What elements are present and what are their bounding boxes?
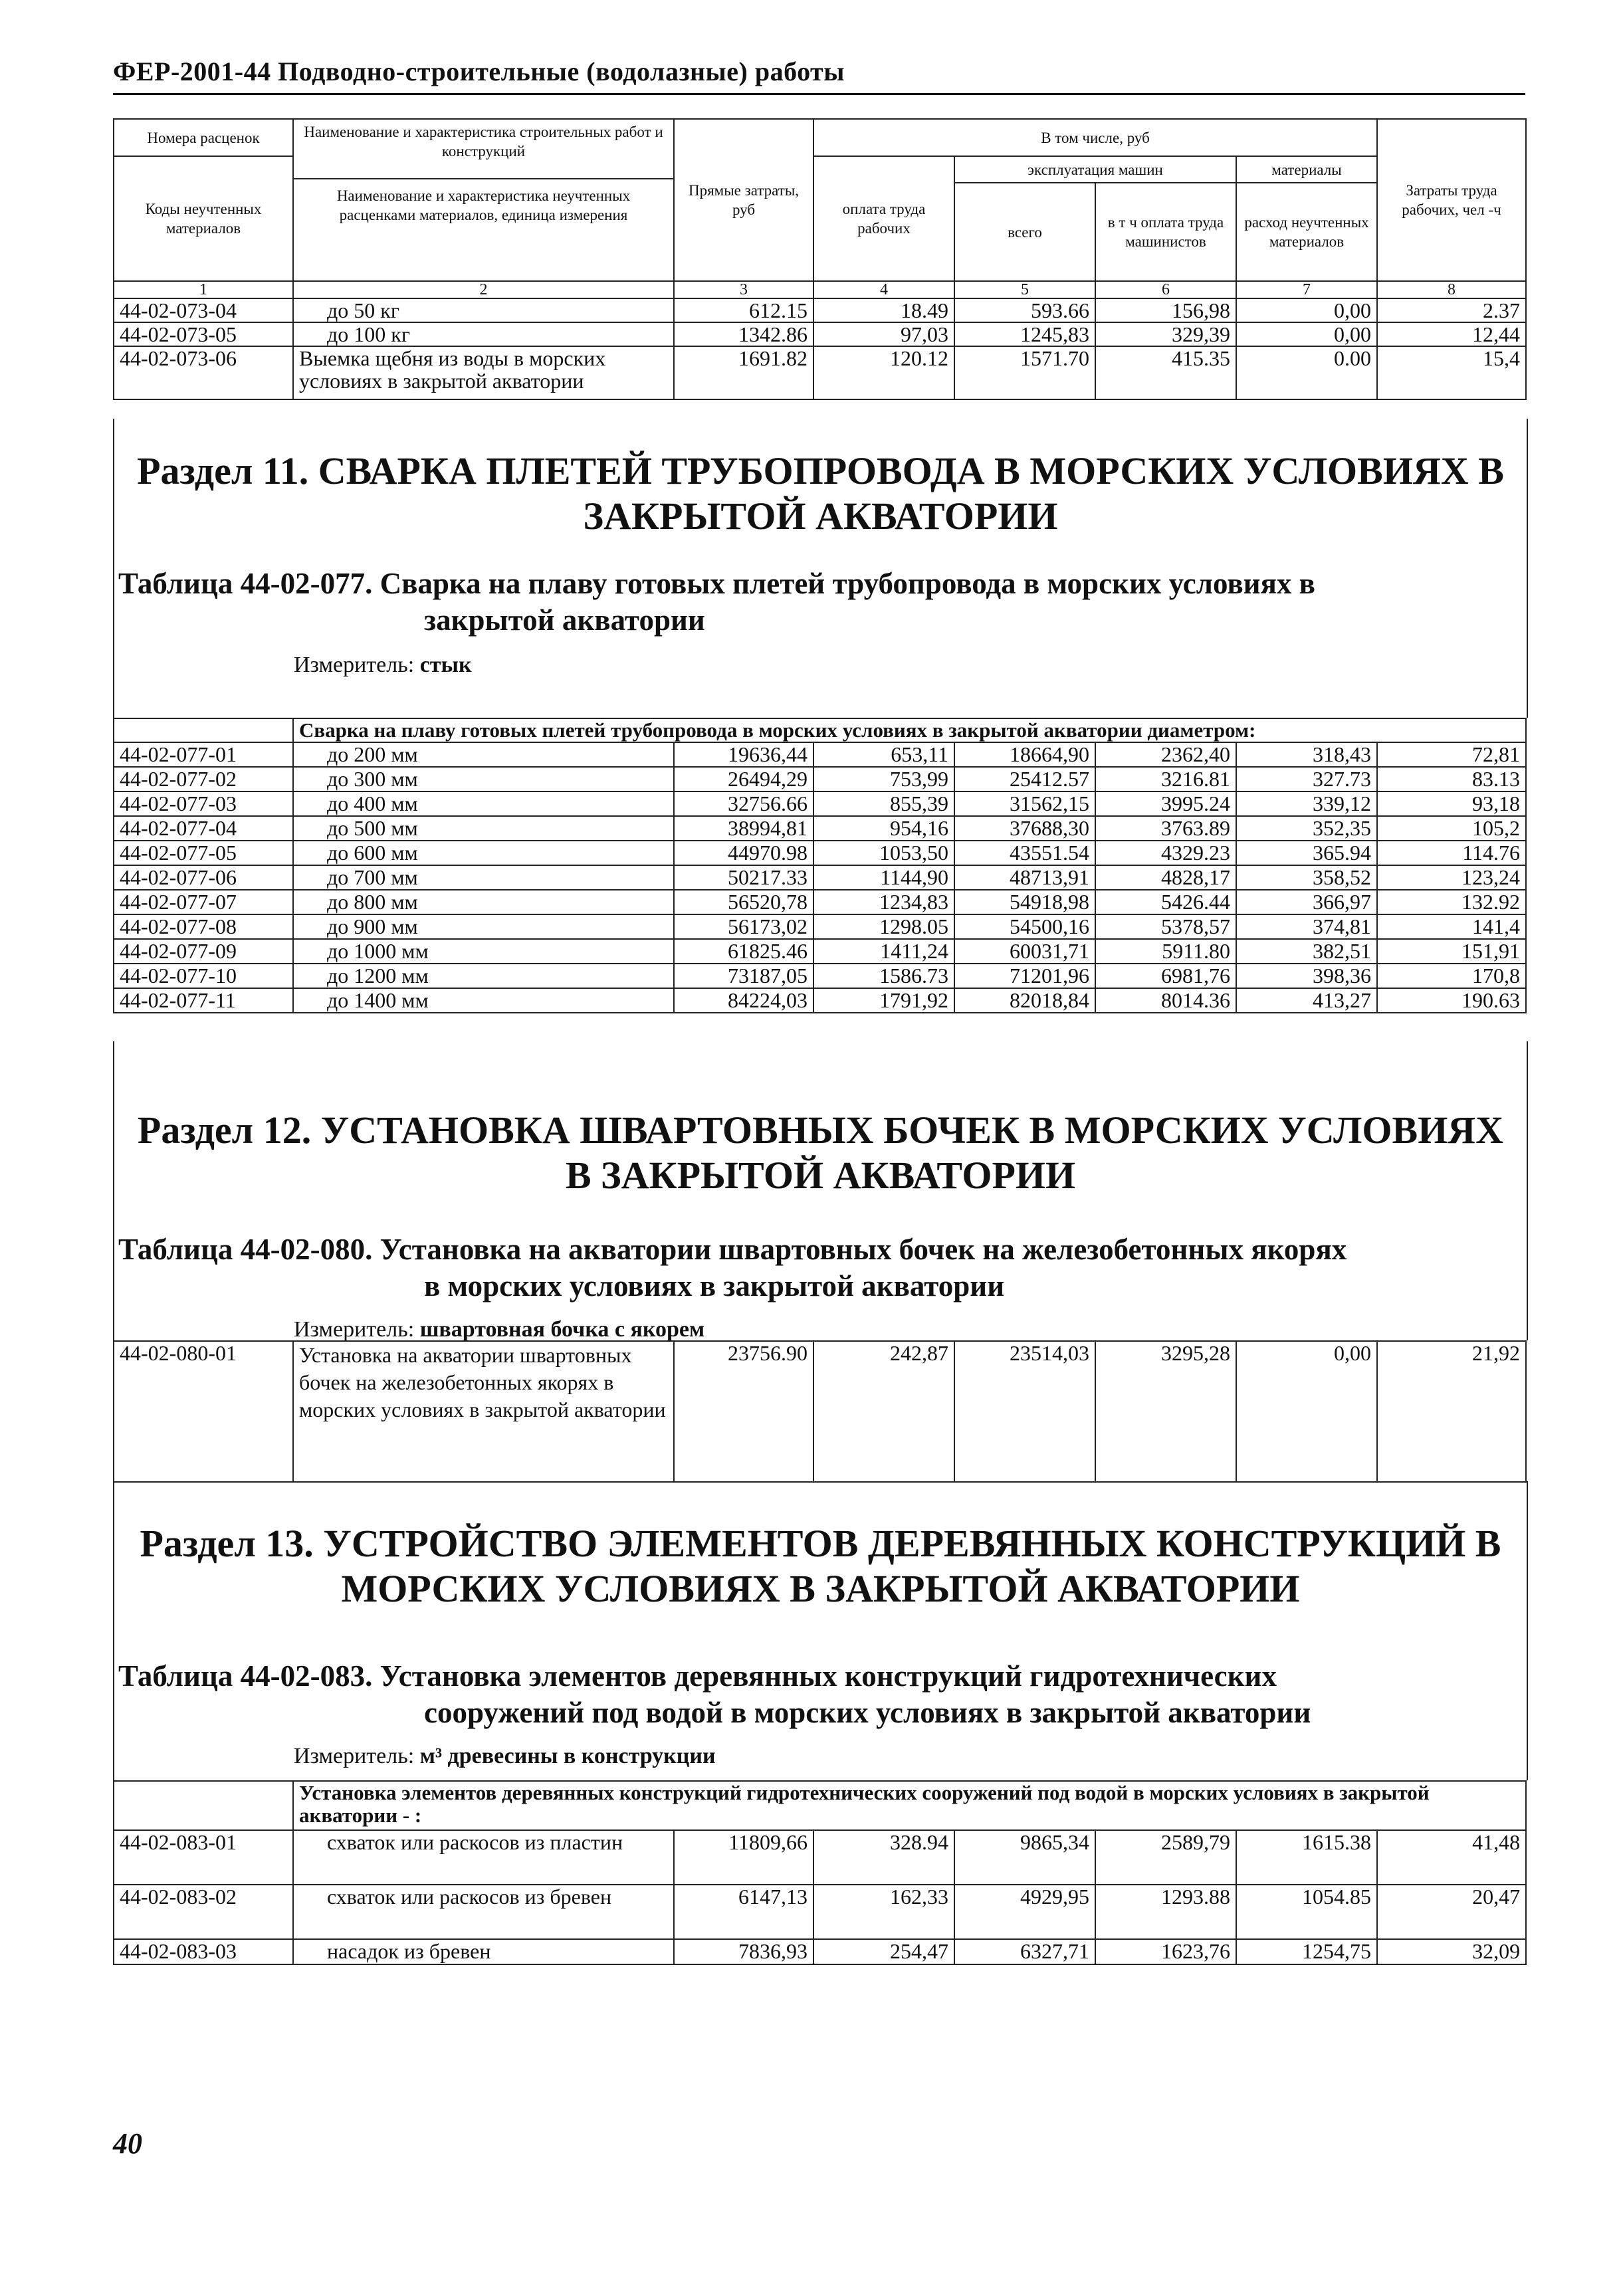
rates-table-top — [113, 118, 1525, 400]
table-row — [114, 964, 1526, 988]
row-c6: 329,39 — [1095, 322, 1236, 346]
row-c6: 6981,76 — [1095, 964, 1236, 988]
measure-value: стык — [419, 653, 472, 677]
table-row — [114, 767, 1526, 791]
row-name: до 900 мм — [293, 914, 674, 939]
row-c5: 54500,16 — [954, 914, 1095, 939]
section-13-header — [113, 1481, 1528, 1780]
row-c5: 48713,91 — [954, 865, 1095, 890]
row-c4: 120.12 — [813, 346, 954, 399]
table-row — [114, 841, 1526, 865]
section-13-title: Раздел 13. УСТРОЙСТВО ЭЛЕМЕНТОВ ДЕРЕВЯННЫХ КОНСТРУКЦИЙ В МОРСКИХ УСЛОВИЯХ В ЗАКРЫТОЙ АКВАТОРИИ — [140, 1522, 1501, 1610]
row-c3: 32756.66 — [674, 791, 813, 816]
section-12-title: Раздел 12. УСТАНОВКА ШВАРТОВНЫХ БОЧЕК В МОРСКИХ УСЛОВИЯХ В ЗАКРЫТОЙ АКВАТОРИИ — [137, 1108, 1504, 1197]
colnum-1: 1 — [114, 281, 293, 298]
row-c3: 19636,44 — [674, 742, 813, 767]
row-c6: 3763.89 — [1095, 816, 1236, 841]
row-c3: 612.15 — [674, 298, 813, 322]
row-name: Выемка щебня из воды в морских условиях в закрытой акватории — [293, 346, 674, 399]
table-083-measure — [114, 1743, 1527, 1770]
table-row — [114, 865, 1526, 890]
row-code: 44-02-077-07 — [114, 890, 293, 914]
row-c7: 0.00 — [1236, 346, 1377, 399]
table-083-span: Установка элементов деревянных конструкций гидротехнических сооружений под водой в морских условиях в закрытой акватории - : — [293, 1781, 1526, 1830]
row-code: 44-02-077-06 — [114, 865, 293, 890]
row-name: до 50 кг — [293, 298, 674, 322]
row-c4: 97,03 — [813, 322, 954, 346]
row-c6: 3995.24 — [1095, 791, 1236, 816]
row-name: схваток или раскосов из пластин — [293, 1830, 674, 1885]
row-c5: 60031,71 — [954, 939, 1095, 964]
row-c4: 1586.73 — [813, 964, 954, 988]
row-c7: 413,27 — [1236, 988, 1377, 1013]
row-c4: 242,87 — [813, 1341, 954, 1482]
row-code: 44-02-073-05 — [114, 322, 293, 346]
row-c4: 254,47 — [813, 1939, 954, 1964]
row-c6: 8014.36 — [1095, 988, 1236, 1013]
row-code: 44-02-083-01 — [114, 1830, 293, 1885]
row-c7: 0,00 — [1236, 322, 1377, 346]
row-c4: 1144,90 — [813, 865, 954, 890]
row-c8: 123,24 — [1377, 865, 1526, 890]
table-row — [114, 914, 1526, 939]
row-c7: 398,36 — [1236, 964, 1377, 988]
row-code: 44-02-077-02 — [114, 767, 293, 791]
row-code: 44-02-077-01 — [114, 742, 293, 767]
row-c8: 170,8 — [1377, 964, 1526, 988]
section-12-header — [113, 1041, 1528, 1340]
row-code: 44-02-077-08 — [114, 914, 293, 939]
header-mat: материалы — [1236, 156, 1377, 183]
row-c8: 15,4 — [1377, 346, 1526, 399]
row-c7: 0,00 — [1236, 1341, 1377, 1482]
row-c3: 7836,93 — [674, 1939, 813, 1964]
row-c6: 2589,79 — [1095, 1830, 1236, 1885]
colnum-8: 8 — [1377, 281, 1526, 298]
table-row — [114, 1939, 1526, 1964]
row-c4: 1411,24 — [813, 939, 954, 964]
table-row — [114, 742, 1526, 767]
row-c8: 105,2 — [1377, 816, 1526, 841]
row-c4: 954,16 — [813, 816, 954, 841]
header-col8: Затраты труда рабочих, чел -ч — [1377, 119, 1526, 281]
row-c3: 84224,03 — [674, 988, 813, 1013]
table-083-title-line1: Таблица 44-02-083. Установка элементов деревянных конструкций гидротехнических — [118, 1659, 1277, 1693]
row-c3: 38994,81 — [674, 816, 813, 841]
table-row — [114, 988, 1526, 1013]
row-c8: 132.92 — [1377, 890, 1526, 914]
row-c5: 6327,71 — [954, 1939, 1095, 1964]
row-c3: 61825.46 — [674, 939, 813, 964]
row-c6: 3295,28 — [1095, 1341, 1236, 1482]
row-c3: 1342.86 — [674, 322, 813, 346]
row-c5: 593.66 — [954, 298, 1095, 322]
table-077-measure — [114, 652, 1527, 678]
table-083-title — [114, 1658, 1527, 1731]
span-blank — [114, 718, 293, 742]
colnum-7: 7 — [1236, 281, 1377, 298]
table-row — [114, 1341, 1526, 1482]
colnum-4: 4 — [813, 281, 954, 298]
table-row — [114, 816, 1526, 841]
row-c7: 366,97 — [1236, 890, 1377, 914]
row-c7: 339,12 — [1236, 791, 1377, 816]
row-c5: 31562,15 — [954, 791, 1095, 816]
row-c4: 18.49 — [813, 298, 954, 322]
header-mach: эксплуатация машин — [954, 156, 1236, 183]
row-c5: 18664,90 — [954, 742, 1095, 767]
row-c5: 23514,03 — [954, 1341, 1095, 1482]
row-c6: 1293.88 — [1095, 1885, 1236, 1939]
row-c4: 1234,83 — [813, 890, 954, 914]
table-080-grid — [113, 1340, 1527, 1483]
row-name: до 1000 мм — [293, 939, 674, 964]
measure-label: Измеритель: — [294, 653, 415, 677]
row-c7: 365.94 — [1236, 841, 1377, 865]
row-name: Установка на акватории швартовных бочек на железобетонных якорях в морских условиях в закрытой акватории — [293, 1341, 674, 1482]
row-c3: 56520,78 — [674, 890, 813, 914]
table-row — [114, 346, 1526, 399]
header-col2: Наименование и характеристика строительных работ и конструкций Наименование и характеристика неучтенных расценками материалов, единица измерения — [293, 119, 674, 281]
row-c6: 3216.81 — [1095, 767, 1236, 791]
header-col7: расход неучтенных материалов — [1236, 183, 1377, 281]
row-code: 44-02-077-09 — [114, 939, 293, 964]
row-code: 44-02-077-05 — [114, 841, 293, 865]
row-c3: 73187,05 — [674, 964, 813, 988]
row-c5: 4929,95 — [954, 1885, 1095, 1939]
table-077-title-line1: Таблица 44-02-077. Сварка на плаву готовых плетей трубопровода в морских условиях в — [118, 567, 1315, 600]
row-c7: 318,43 — [1236, 742, 1377, 767]
running-head: ФЕР-2001-44 Подводно-строительные (водолазные) работы — [113, 56, 845, 86]
row-c7: 352,35 — [1236, 816, 1377, 841]
row-name: до 100 кг — [293, 322, 674, 346]
row-c5: 37688,30 — [954, 816, 1095, 841]
row-c8: 93,18 — [1377, 791, 1526, 816]
row-c6: 5378,57 — [1095, 914, 1236, 939]
row-name: до 600 мм — [293, 841, 674, 865]
row-c5: 71201,96 — [954, 964, 1095, 988]
row-c8: 2.37 — [1377, 298, 1526, 322]
row-c6: 1623,76 — [1095, 1939, 1236, 1964]
row-code: 44-02-077-10 — [114, 964, 293, 988]
section-11-header — [113, 419, 1528, 718]
row-name: до 1200 мм — [293, 964, 674, 988]
header-col5: всего — [954, 183, 1095, 281]
row-c7: 1054.85 — [1236, 1885, 1377, 1939]
table-row — [114, 791, 1526, 816]
row-name: до 500 мм — [293, 816, 674, 841]
row-name: до 400 мм — [293, 791, 674, 816]
header-col4: оплата труда рабочих — [813, 156, 954, 281]
table-077-title-line2: закрытой акватории — [424, 603, 705, 637]
row-c7: 374,81 — [1236, 914, 1377, 939]
measure-label: Измеритель: — [294, 1744, 415, 1768]
row-c6: 5911.80 — [1095, 939, 1236, 964]
row-c6: 415.35 — [1095, 346, 1236, 399]
row-c3: 26494,29 — [674, 767, 813, 791]
row-c3: 50217.33 — [674, 865, 813, 890]
colnum-5: 5 — [954, 281, 1095, 298]
row-c6: 4329.23 — [1095, 841, 1236, 865]
colnum-2: 2 — [293, 281, 674, 298]
row-c8: 190.63 — [1377, 988, 1526, 1013]
row-c8: 32,09 — [1377, 1939, 1526, 1964]
row-c3: 56173,02 — [674, 914, 813, 939]
row-c4: 653,11 — [813, 742, 954, 767]
row-code: 44-02-083-02 — [114, 1885, 293, 1939]
row-c3: 1691.82 — [674, 346, 813, 399]
row-c8: 141,4 — [1377, 914, 1526, 939]
row-name: насадок из бревен — [293, 1939, 674, 1964]
row-c3: 11809,66 — [674, 1830, 813, 1885]
row-c8: 114.76 — [1377, 841, 1526, 865]
table-row — [114, 322, 1526, 346]
table-083-grid — [113, 1780, 1527, 1965]
table-083 — [113, 1780, 1525, 1965]
row-c4: 328.94 — [813, 1830, 954, 1885]
row-code: 44-02-077-11 — [114, 988, 293, 1013]
row-c8: 83.13 — [1377, 767, 1526, 791]
row-c5: 1571.70 — [954, 346, 1095, 399]
row-c6: 2362,40 — [1095, 742, 1236, 767]
header-col1-top: Номера расценок — [114, 119, 293, 156]
table-080-title-line2: в морских условиях в закрытой акватории — [424, 1269, 1005, 1303]
row-c8: 12,44 — [1377, 322, 1526, 346]
row-code: 44-02-073-06 — [114, 346, 293, 399]
row-code: 44-02-077-03 — [114, 791, 293, 816]
row-c4: 1298.05 — [813, 914, 954, 939]
row-c7: 1254,75 — [1236, 1939, 1377, 1964]
row-c6: 4828,17 — [1095, 865, 1236, 890]
row-c5: 9865,34 — [954, 1830, 1095, 1885]
row-c5: 82018,84 — [954, 988, 1095, 1013]
colnum-6: 6 — [1095, 281, 1236, 298]
table-077-title — [114, 566, 1527, 639]
row-name: до 800 мм — [293, 890, 674, 914]
colnum-3: 3 — [674, 281, 813, 298]
row-code: 44-02-073-04 — [114, 298, 293, 322]
table-077-grid — [113, 718, 1527, 1013]
header-incl: В том числе, руб — [813, 119, 1377, 156]
row-c5: 25412.57 — [954, 767, 1095, 791]
span-blank — [114, 1781, 293, 1830]
row-c7: 1615.38 — [1236, 1830, 1377, 1885]
measure-value: швартовная бочка с якорем — [419, 1317, 705, 1342]
row-c7: 0,00 — [1236, 298, 1377, 322]
table-row — [114, 939, 1526, 964]
row-name: до 1400 мм — [293, 988, 674, 1013]
table-077-span: Сварка на плаву готовых плетей трубопровода в морских условиях в закрытой акватории диаметром: — [293, 718, 1526, 742]
section-11-title: Раздел 11. СВАРКА ПЛЕТЕЙ ТРУБОПРОВОДА В МОРСКИХ УСЛОВИЯХ В ЗАКРЫТОЙ АКВАТОРИИ — [137, 449, 1504, 538]
row-c8: 21,92 — [1377, 1341, 1526, 1482]
row-c3: 6147,13 — [674, 1885, 813, 1939]
row-c3: 23756.90 — [674, 1341, 813, 1482]
table-row — [114, 1885, 1526, 1939]
table-row — [114, 890, 1526, 914]
table-080-measure — [114, 1316, 1527, 1343]
row-c4: 162,33 — [813, 1885, 954, 1939]
row-c4: 855,39 — [813, 791, 954, 816]
row-code: 44-02-083-03 — [114, 1939, 293, 1964]
row-c6: 5426.44 — [1095, 890, 1236, 914]
row-name: до 700 мм — [293, 865, 674, 890]
table-077 — [113, 718, 1525, 1013]
row-c4: 1053,50 — [813, 841, 954, 865]
table-083-title-line2: сооружений под водой в морских условиях в закрытой акватории — [424, 1696, 1311, 1729]
page-number: 40 — [113, 2127, 142, 2160]
header-col6: в т ч оплата труда машинистов — [1095, 183, 1236, 281]
row-name: до 300 мм — [293, 767, 674, 791]
row-name: до 200 мм — [293, 742, 674, 767]
row-c7: 358,52 — [1236, 865, 1377, 890]
row-name: схваток или раскосов из бревен — [293, 1885, 674, 1939]
header-col1-bottom: Коды неучтенных материалов — [114, 156, 293, 281]
row-c7: 382,51 — [1236, 939, 1377, 964]
header-table — [113, 118, 1527, 400]
table-080-title — [114, 1231, 1527, 1305]
table-row — [114, 298, 1526, 322]
row-c8: 151,91 — [1377, 939, 1526, 964]
row-c4: 1791,92 — [813, 988, 954, 1013]
row-c6: 156,98 — [1095, 298, 1236, 322]
row-c8: 41,48 — [1377, 1830, 1526, 1885]
row-c7: 327.73 — [1236, 767, 1377, 791]
row-c8: 20,47 — [1377, 1885, 1526, 1939]
measure-label: Измеритель: — [294, 1317, 415, 1342]
table-080 — [113, 1340, 1525, 1483]
row-c4: 753,99 — [813, 767, 954, 791]
table-080-title-line1: Таблица 44-02-080. Установка на акватории швартовных бочек на железобетонных якорях — [118, 1233, 1347, 1266]
row-c8: 72,81 — [1377, 742, 1526, 767]
row-c5: 43551.54 — [954, 841, 1095, 865]
row-c5: 54918,98 — [954, 890, 1095, 914]
row-code: 44-02-077-04 — [114, 816, 293, 841]
row-c3: 44970.98 — [674, 841, 813, 865]
row-c5: 1245,83 — [954, 322, 1095, 346]
header-col3: Прямые затраты, руб — [674, 119, 813, 281]
table-row — [114, 1830, 1526, 1885]
row-code: 44-02-080-01 — [114, 1341, 293, 1482]
measure-value: м³ древесины в конструкции — [419, 1744, 716, 1768]
running-head-rule — [113, 93, 1525, 95]
